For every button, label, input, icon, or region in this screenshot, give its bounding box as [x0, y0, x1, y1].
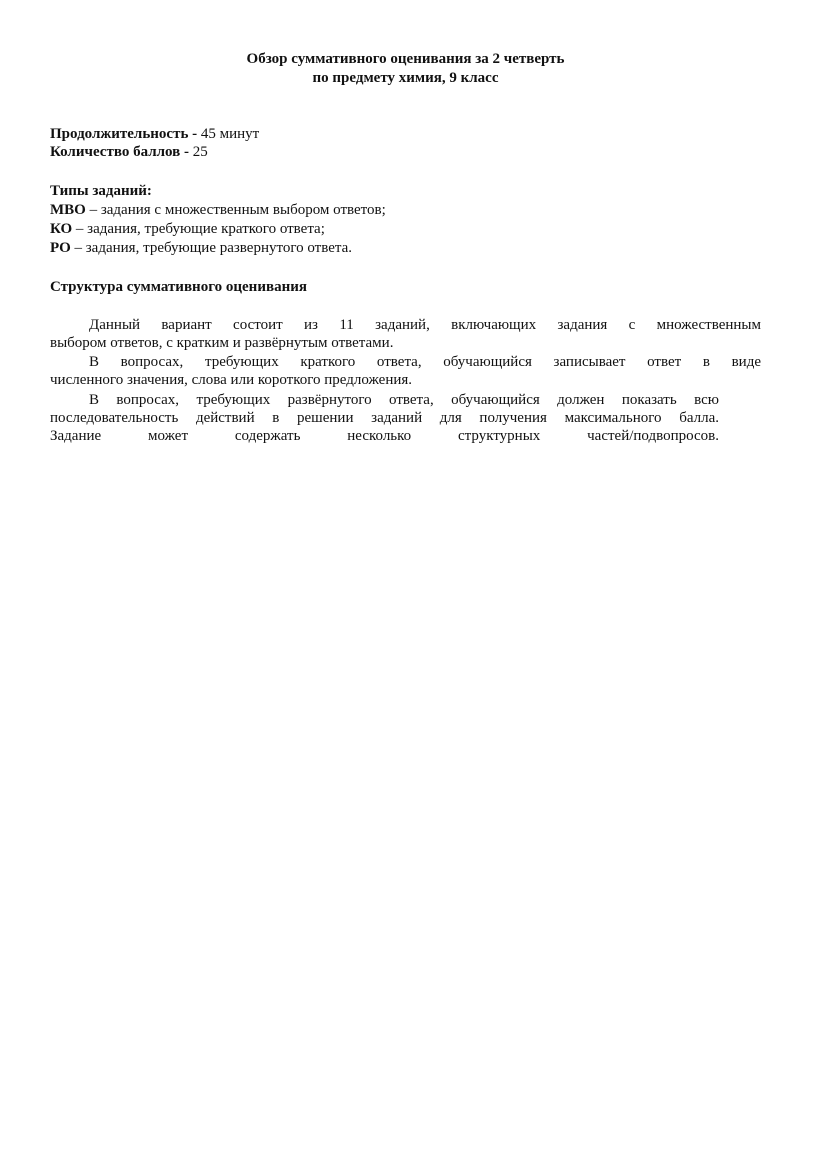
task-type-abbr: МВО — [50, 202, 86, 218]
structure-paragraph-2 — [50, 353, 761, 389]
duration-value: 45 минут — [197, 126, 260, 142]
task-type-desc: – задания, требующие развернутого ответа. — [70, 240, 353, 256]
paragraph-line: В вопросах, требующих развёрнутого ответа, обучающийся должен показать всю — [89, 392, 719, 408]
paragraph-line: Данный вариант состоит из 11 заданий, включающих задания с множественным — [89, 317, 761, 333]
document-title-line1: Обзор суммативного оценивания за 2 четверть — [246, 51, 565, 67]
task-type-item — [50, 239, 352, 257]
task-type-item — [50, 220, 325, 238]
task-type-abbr: КО — [50, 221, 73, 237]
paragraph-line: выбором ответов, с кратким и развёрнутым ответами. — [50, 335, 394, 351]
duration-label: Продолжительность - — [50, 126, 198, 142]
duration-line — [50, 125, 259, 143]
task-type-desc: – задания, требующие краткого ответа; — [72, 221, 325, 237]
task-type-abbr: РО — [50, 240, 71, 256]
paragraph-line: последовательность действий в решении заданий для получения максимального балла. — [50, 410, 719, 426]
structure-paragraph-1 — [50, 316, 761, 352]
points-value: 25 — [189, 144, 208, 160]
points-label: Количество баллов - — [50, 144, 189, 160]
structure-heading: Структура суммативного оценивания — [50, 279, 307, 295]
task-type-desc: – задания с множественным выбором ответов; — [85, 202, 386, 218]
points-line — [50, 143, 208, 161]
paragraph-line: В вопросах, требующих краткого ответа, обучающийся записывает ответ в виде — [89, 354, 761, 370]
document-title-line2: по предмету химия, 9 класс — [312, 70, 499, 86]
task-types-heading: Типы заданий: — [50, 183, 152, 199]
paragraph-line: Задание может содержать несколько структурных частей/подвопросов. — [50, 428, 719, 444]
task-type-item — [50, 201, 386, 219]
structure-paragraph-3 — [50, 391, 719, 445]
paragraph-line: численного значения, слова или короткого предложения. — [50, 372, 413, 388]
